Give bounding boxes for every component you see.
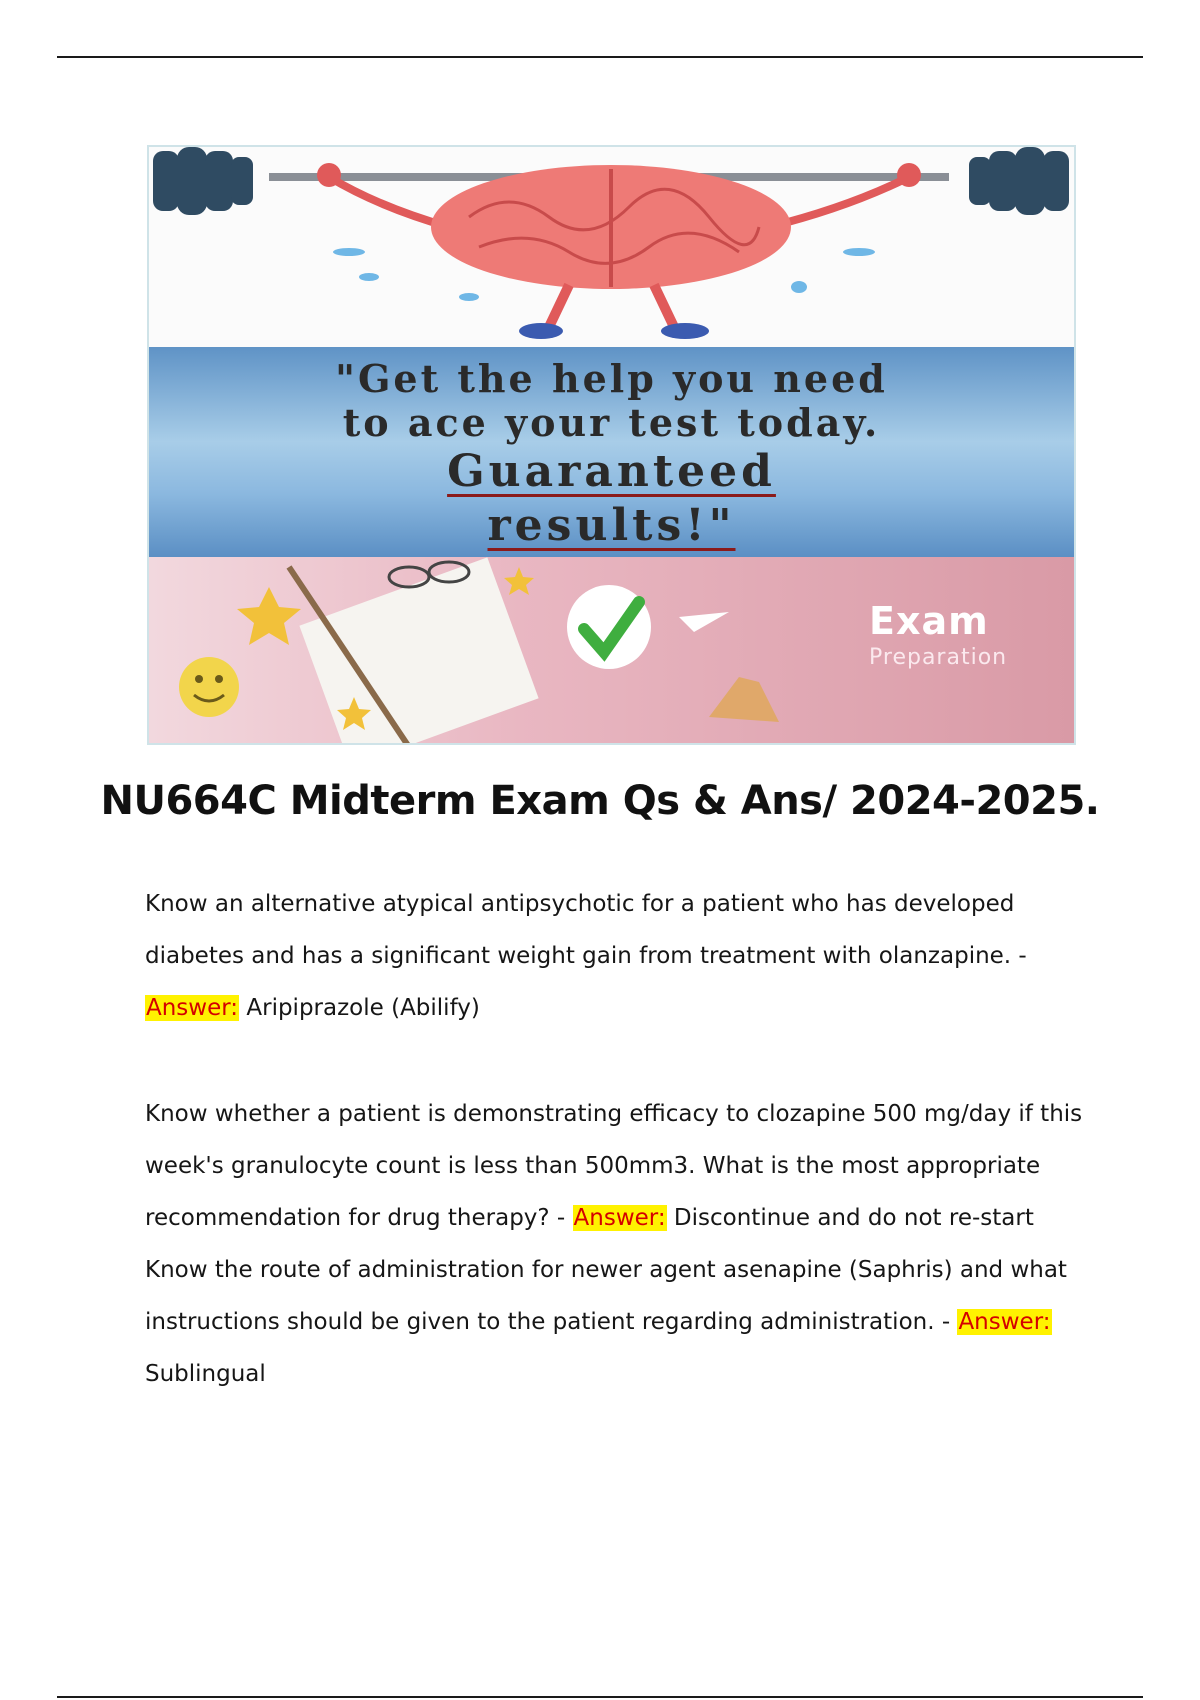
qa-block-2 [145,1088,1085,1400]
banner-exam-label: Exam [869,599,989,643]
answer-text: Aripiprazole (Abilify) [246,995,480,1021]
banner-quote-panel [149,347,1074,557]
banner-quote [149,357,1074,553]
quote-line-1: "Get the help you need [335,356,888,401]
quote-line-2: to ace your test today. [342,400,881,445]
banner-preparation-label: Preparation [869,645,1008,670]
brain-weightlifter-illustration [149,147,1074,347]
promo-banner-image [147,145,1076,745]
question-text: Know the route of administration for newer agent asenapine (Saphris) and what instructions should be given to the patient regarding administration. - [145,1257,1067,1335]
answer-text: Discontinue and do not re-start [673,1205,1034,1231]
answer-label: Answer: [958,1309,1051,1335]
quote-line-4: results!" [487,500,736,551]
qa-block-1 [145,878,1085,1034]
bottom-rule [57,1696,1143,1698]
top-rule [57,56,1143,58]
banner-exam-panel [149,557,1074,745]
answer-label: Answer: [573,1205,666,1231]
question-text: Know an alternative atypical antipsychotic for a patient who has developed diabetes and has a significant weight gain from treatment with olanzapine. - [145,891,1027,969]
question-text: Know whether a patient is demonstrating efficacy to clozapine 500 mg/day if this week's granulocyte count is less than 500mm3. What is the most appropriate recommendation for drug therapy? - [145,1101,1083,1231]
banner-illustration [149,147,1074,347]
answer-text: Sublingual [145,1361,266,1387]
document-title: NU664C Midterm Exam Qs & Ans/ 2024-2025. [100,778,1100,824]
quote-line-3: Guaranteed [447,446,776,497]
answer-label: Answer: [146,995,239,1021]
exam-clipboard-illustration [149,557,849,745]
